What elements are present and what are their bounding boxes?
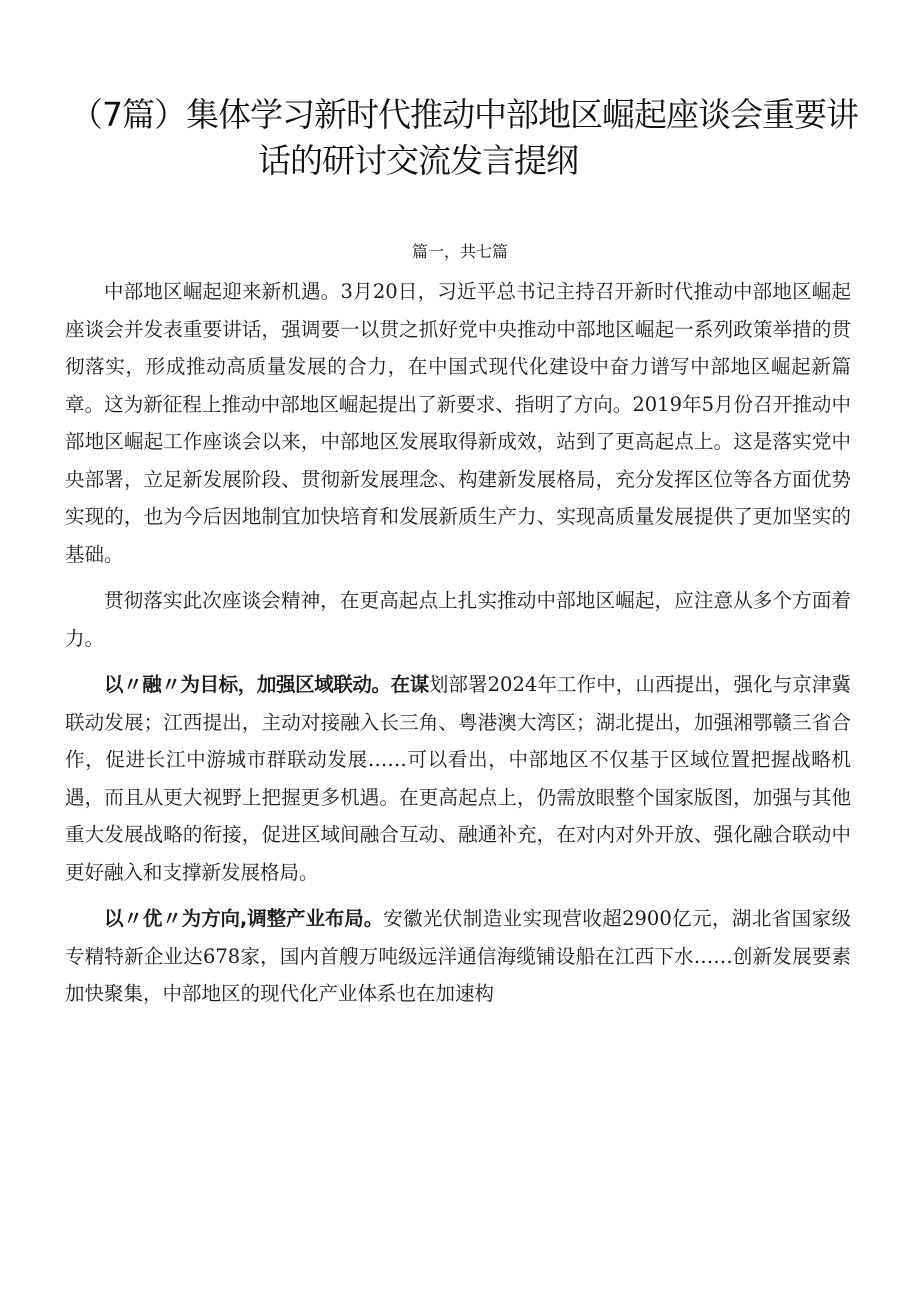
- paragraph-text: 中部地区崛起迎来新机遇。3月20日，习近平总书记主持召开新时代推动中部地区崛起座谈会并发表重要讲话，强调要一以贯之抓好党中央推动中部地区崛起一系列政策举措的贯彻落实，形成推动高质量发展的合力，在中国式现代化建设中奋力谱写中部地区崛起新篇章。这为新征程上推动中部地区崛起提出了新要求、指明了方向。2019年5月份召开推动中部地区崛起工作座谈会以来，中部地区发展取得新成效，站到了更高起点上。这是落实党中央部署，立足新发展阶段、贯彻新发展理念、构建新发展格局，充分发挥区位等各方面优势实现的，也为今后因地制宜加快培育和发展新质生产力、实现高质量发展提供了更加坚实的基础。: [65, 280, 851, 566]
- paragraph-text: 安徽光伏制造业实现营收超2900亿元，湖北省国家级专精特新企业达678家，国内首艘万吨级远洋通信海缆铺设船在江西下水……创新发展要素加快聚集，中部地区的现代化产业体系也在加速构: [65, 907, 851, 1005]
- document-title: [70, 92, 860, 184]
- paragraph-text: 贯彻落实此次座谈会精神，在更高起点上扎实推动中部地区崛起，应注意从多个方面着力。: [65, 589, 851, 650]
- paragraph-lead: 以〃优〃为方向,调整产业布局。: [104, 907, 384, 930]
- title-line-1: （7篇）集体学习新时代推动中部地区崛起座谈会重要讲: [70, 95, 858, 134]
- document-body: [65, 273, 851, 1022]
- section-subtitle: 篇一，共七篇: [411, 242, 508, 261]
- paragraph-text: 划部署2024年工作中，山西提出，强化与京津冀联动发展；江西提出，主动对接融入长三角、粤港澳大湾区；湖北提出，加强湘鄂赣三省合作，促进长江中游城市群联动发展……可以看出，中部地区不仅基于区域位置把握战略机遇，而且从更大视野上把握更多机遇。在更高起点上，仍需放眼整个国家版图，加强与其他重大发展战略的衔接，促进区域间融合互动、融通补充，在对内对外开放、强化融合联动中更好融入和支撑新发展格局。: [65, 673, 851, 884]
- paragraph-4: [65, 900, 851, 1013]
- paragraph-3: [65, 666, 851, 891]
- paragraph-2: [65, 582, 851, 657]
- title-line-2: 话的研讨交流发言提纲: [258, 141, 578, 180]
- paragraph-lead: 以〃融〃为目标，加强区域联动。在谋: [104, 673, 429, 696]
- paragraph-1: [65, 273, 851, 573]
